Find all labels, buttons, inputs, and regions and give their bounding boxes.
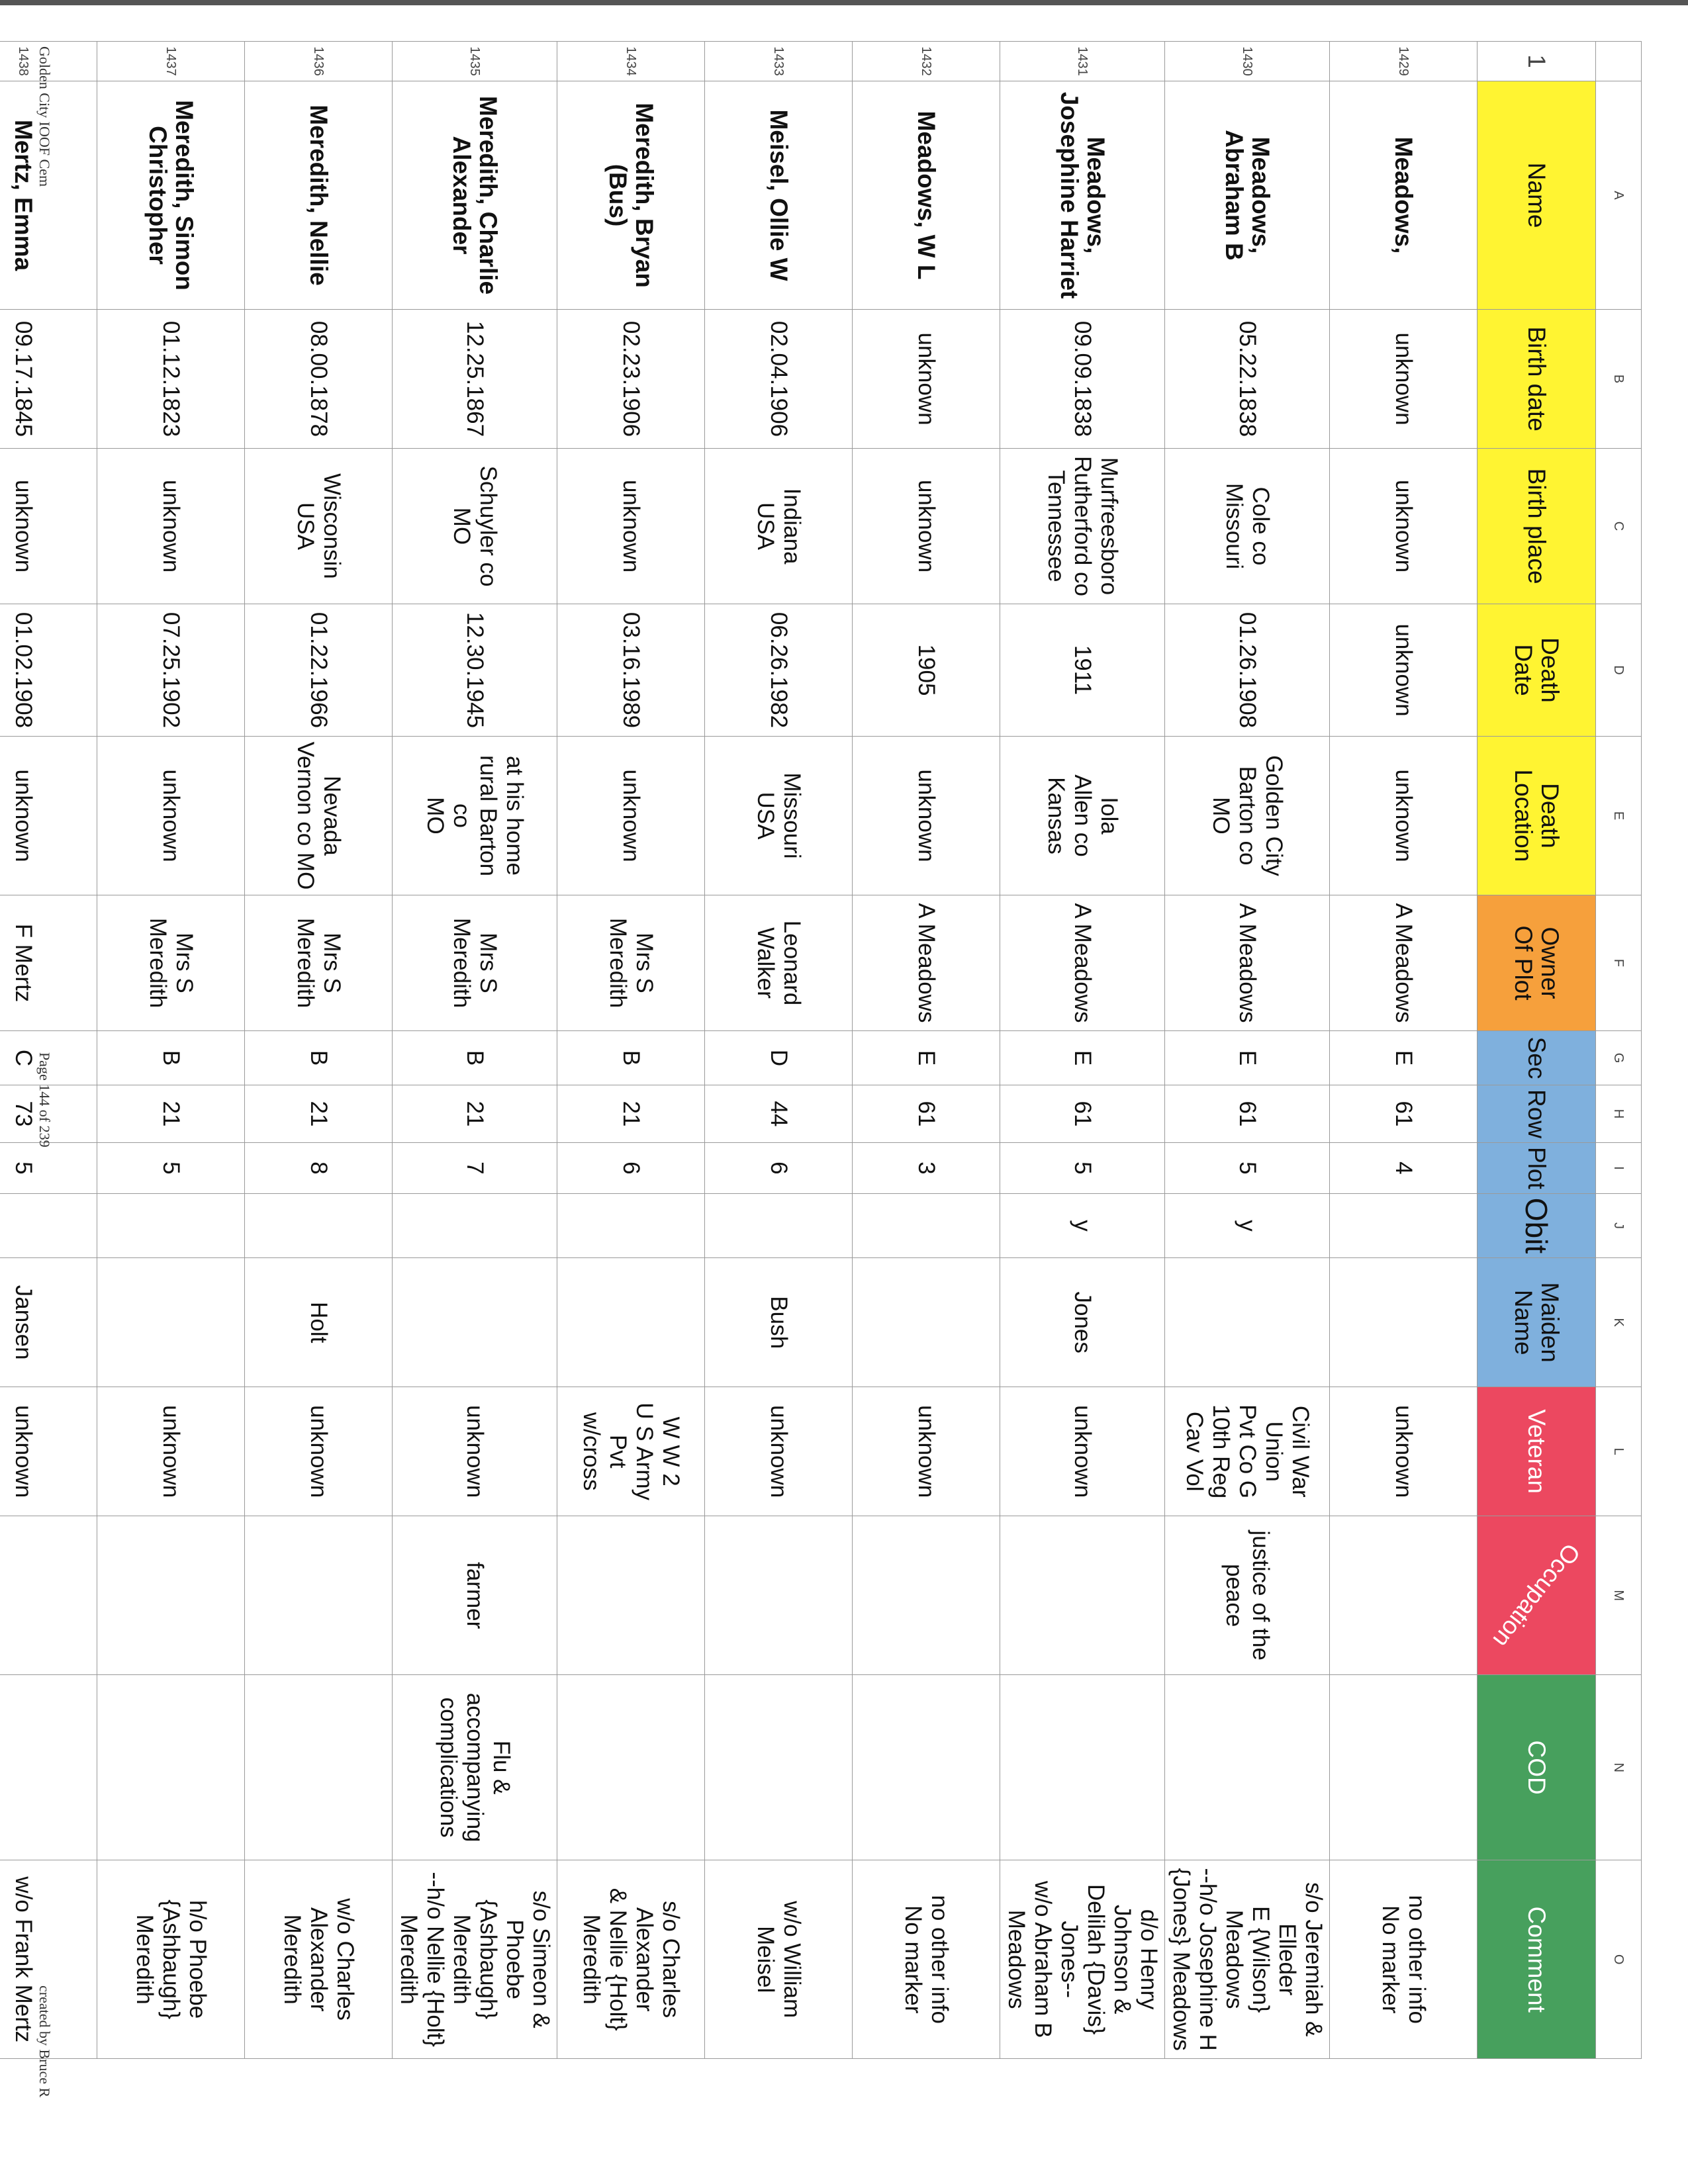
cell-birth-date: 08.00.1878	[245, 310, 393, 449]
cell-plot: 6	[557, 1143, 705, 1194]
footer-source: Golden City IOOF Cem	[36, 46, 53, 187]
cell-plot: 8	[245, 1143, 393, 1194]
cell-plot: 5	[1000, 1143, 1165, 1194]
cell-maiden-name: Jansen	[0, 1258, 97, 1387]
cell-death-location: unknown	[557, 737, 705, 895]
cell-plot: 6	[705, 1143, 853, 1194]
cell-veteran: unknown	[1000, 1387, 1165, 1516]
cell-maiden-name: Jones	[1000, 1258, 1165, 1387]
cell-owner-of-plot: F Mertz	[0, 895, 97, 1031]
cell-occupation	[1000, 1516, 1165, 1675]
header-cod: COD	[1477, 1675, 1596, 1860]
cell-cod	[1330, 1675, 1477, 1860]
cell-veteran: unknown	[393, 1387, 557, 1516]
cell-owner-of-plot: Mrs S Meredith	[393, 895, 557, 1031]
cell-birth-date: unknown	[1330, 310, 1477, 449]
header-owner-of-plot: Owner Of Plot	[1477, 895, 1596, 1031]
cell-comment: w/o Charles Alexander Meredith	[245, 1860, 393, 2059]
cell-maiden-name	[1165, 1258, 1330, 1387]
table-row	[0, 42, 97, 2059]
cell-sec: E	[1330, 1031, 1477, 1085]
row-number: 1437	[97, 42, 245, 81]
cell-maiden-name	[853, 1258, 1000, 1387]
header-occupation	[1477, 1516, 1596, 1675]
cell-occupation	[1330, 1516, 1477, 1675]
cell-plot: 5	[0, 1143, 97, 1194]
cell-plot: 5	[97, 1143, 245, 1194]
cell-birth-place: Schuyler co MO	[393, 449, 557, 604]
cell-comment: no other info No marker	[853, 1860, 1000, 2059]
cell-name: Mertz, Emma	[0, 81, 97, 310]
cell-owner-of-plot: Leonard Walker	[705, 895, 853, 1031]
cell-death-date: 1911	[1000, 604, 1165, 737]
cell-cod	[853, 1675, 1000, 1860]
row-number: 1436	[245, 42, 393, 81]
cell-obit	[245, 1193, 393, 1257]
footer-credit: created by Bruce R	[36, 1985, 53, 2098]
cell-plot: 5	[1165, 1143, 1330, 1194]
cell-sec: E	[1165, 1031, 1330, 1085]
column-letter: F	[1596, 895, 1642, 1031]
cell-owner-of-plot: A Meadows	[1000, 895, 1165, 1031]
cell-owner-of-plot: Mrs S Meredith	[245, 895, 393, 1031]
cell-obit	[97, 1193, 245, 1257]
cell-occupation	[853, 1516, 1000, 1675]
cell-comment: s/o Charles Alexander & Nellie {Holt} Meredith	[557, 1860, 705, 2059]
cell-birth-place: Wisconsin USA	[245, 449, 393, 604]
cell-obit	[557, 1193, 705, 1257]
header-obit: Obit	[1477, 1193, 1596, 1257]
cell-comment: s/o Simeon & Phoebe {Ashbaugh} Meredith --h/o Nellie {Holt} Meredith	[393, 1860, 557, 2059]
table-row	[97, 42, 245, 2059]
column-letter: C	[1596, 449, 1642, 604]
cell-row: 21	[393, 1085, 557, 1143]
cell-row: 21	[557, 1085, 705, 1143]
cell-sec: E	[1000, 1031, 1165, 1085]
cell-birth-place: Cole co Missouri	[1165, 449, 1330, 604]
cell-obit: y	[1000, 1193, 1165, 1257]
cell-occupation: justice of the peace	[1165, 1516, 1330, 1675]
row-number: 1	[1477, 42, 1596, 81]
cell-cod: Flu & accompanying complications	[393, 1675, 557, 1860]
cell-comment: d/o Henry Johnson & Delilah {Davis} Jones-- w/o Abraham B Meadows	[1000, 1860, 1165, 2059]
cell-row: 61	[853, 1085, 1000, 1143]
header-death-date: Death Date	[1477, 604, 1596, 737]
cell-death-location: unknown	[853, 737, 1000, 895]
cell-name: Meadows, W L	[853, 81, 1000, 310]
row-number: 1433	[705, 42, 853, 81]
cell-name: Meadows, Abraham B	[1165, 81, 1330, 310]
header-row: Row	[1477, 1085, 1596, 1143]
cell-veteran: unknown	[705, 1387, 853, 1516]
cell-death-location: unknown	[97, 737, 245, 895]
row-number: 1434	[557, 42, 705, 81]
header-comment: Comment	[1477, 1860, 1596, 2059]
table-row	[245, 42, 393, 2059]
cell-death-location: unknown	[0, 737, 97, 895]
row-number: 1438	[0, 42, 97, 81]
cell-maiden-name	[97, 1258, 245, 1387]
cell-obit	[393, 1193, 557, 1257]
cell-veteran: unknown	[853, 1387, 1000, 1516]
cell-occupation	[557, 1516, 705, 1675]
cell-cod	[557, 1675, 705, 1860]
table-row	[557, 42, 705, 2059]
table-row	[705, 42, 853, 2059]
table-row	[1165, 42, 1330, 2059]
cell-cod	[0, 1675, 97, 1860]
cell-name: Meisel, Ollie W	[705, 81, 853, 310]
header-sec: Sec	[1477, 1031, 1596, 1085]
cell-maiden-name	[1330, 1258, 1477, 1387]
cell-name: Meredith, Bryan (Bus)	[557, 81, 705, 310]
cell-occupation	[0, 1516, 97, 1675]
cell-death-date: 07.25.1902	[97, 604, 245, 737]
column-letter: I	[1596, 1143, 1642, 1194]
column-letter: B	[1596, 310, 1642, 449]
cell-birth-place: Murfreesboro Rutherford co Tennessee	[1000, 449, 1165, 604]
cell-row: 61	[1165, 1085, 1330, 1143]
cell-occupation: farmer	[393, 1516, 557, 1675]
row-number: 1431	[1000, 42, 1165, 81]
cell-birth-place: unknown	[1330, 449, 1477, 604]
cell-row: 61	[1000, 1085, 1165, 1143]
cell-cod	[1165, 1675, 1330, 1860]
cell-birth-date: 09.17.1845	[0, 310, 97, 449]
cell-occupation	[97, 1516, 245, 1675]
cell-veteran: Civil War Union Pvt Co G 10th Reg Cav Vol	[1165, 1387, 1330, 1516]
cell-plot: 4	[1330, 1143, 1477, 1194]
cell-maiden-name	[393, 1258, 557, 1387]
header-occupation-label: Occupation	[1487, 1538, 1586, 1653]
cell-name: Meadows,	[1330, 81, 1477, 310]
column-letter: A	[1596, 81, 1642, 310]
column-letter: J	[1596, 1193, 1642, 1257]
cell-death-location: Iola Allen co Kansas	[1000, 737, 1165, 895]
header-plot: Plot	[1477, 1143, 1596, 1194]
cell-birth-date: unknown	[853, 310, 1000, 449]
header-birth-date: Birth date	[1477, 310, 1596, 449]
cell-name: Meadows, Josephine Harriet	[1000, 81, 1165, 310]
cell-death-date: 1905	[853, 604, 1000, 737]
cell-death-date: 06.26.1982	[705, 604, 853, 737]
cell-death-location: Nevada Vernon co MO	[245, 737, 393, 895]
cell-birth-date: 12.25.1867	[393, 310, 557, 449]
cell-name: Meredith, Charlie Alexander	[393, 81, 557, 310]
corner-cell	[1596, 42, 1642, 81]
cell-birth-date: 02.04.1906	[705, 310, 853, 449]
cell-death-location: unknown	[1330, 737, 1477, 895]
cell-obit	[1330, 1193, 1477, 1257]
cell-obit	[853, 1193, 1000, 1257]
row-number: 1430	[1165, 42, 1330, 81]
cell-obit: y	[1165, 1193, 1330, 1257]
cell-comment: w/o William Meisel	[705, 1860, 853, 2059]
column-letter: L	[1596, 1387, 1642, 1516]
cell-veteran: unknown	[0, 1387, 97, 1516]
cell-plot: 3	[853, 1143, 1000, 1194]
cell-cod	[1000, 1675, 1165, 1860]
cell-death-location: at his home rural Barton co MO	[393, 737, 557, 895]
cell-birth-place: unknown	[853, 449, 1000, 604]
cell-sec: B	[245, 1031, 393, 1085]
cell-occupation	[245, 1516, 393, 1675]
cell-birth-date: 05.22.1838	[1165, 310, 1330, 449]
cell-maiden-name	[557, 1258, 705, 1387]
header-death-location: Death Location	[1477, 737, 1596, 895]
header-row	[1477, 42, 1596, 2059]
header-birth-place: Birth place	[1477, 449, 1596, 604]
cell-cod	[97, 1675, 245, 1860]
cell-row: 44	[705, 1085, 853, 1143]
cell-owner-of-plot: A Meadows	[1330, 895, 1477, 1031]
cemetery-records-table	[0, 41, 1642, 2059]
cell-comment: no other info No marker	[1330, 1860, 1477, 2059]
header-veteran: Veteran	[1477, 1387, 1596, 1516]
column-letter: M	[1596, 1516, 1642, 1675]
column-letter: G	[1596, 1031, 1642, 1085]
cell-death-date: 12.30.1945	[393, 604, 557, 737]
cell-comment: s/o Jeremiah & Elleder E {Wilson} Meadows --h/o Josephine H {Jones} Meadows	[1165, 1860, 1330, 2059]
cell-death-date: 01.22.1966	[245, 604, 393, 737]
cell-birth-date: 01.12.1823	[97, 310, 245, 449]
cell-sec: B	[97, 1031, 245, 1085]
cell-comment: h/o Phoebe {Ashbaugh} Meredith	[97, 1860, 245, 2059]
table-row	[393, 42, 557, 2059]
cell-owner-of-plot: A Meadows	[1165, 895, 1330, 1031]
cell-row: 21	[245, 1085, 393, 1143]
cell-name: Meredith, Simon Christopher	[97, 81, 245, 310]
header-maiden-name: Maiden Name	[1477, 1258, 1596, 1387]
table-row	[1330, 42, 1477, 2059]
cell-veteran: unknown	[1330, 1387, 1477, 1516]
cell-cod	[245, 1675, 393, 1860]
cell-birth-place: unknown	[97, 449, 245, 604]
cell-owner-of-plot: Mrs S Meredith	[97, 895, 245, 1031]
cell-death-location: Golden City Barton co MO	[1165, 737, 1330, 895]
cell-row: 21	[97, 1085, 245, 1143]
cell-death-date: 01.02.1908	[0, 604, 97, 737]
cell-obit	[705, 1193, 853, 1257]
cell-row: 61	[1330, 1085, 1477, 1143]
cell-birth-date: 09.09.1838	[1000, 310, 1165, 449]
column-letter: O	[1596, 1860, 1642, 2059]
column-letter: E	[1596, 737, 1642, 895]
column-letter: N	[1596, 1675, 1642, 1860]
cell-cod	[705, 1675, 853, 1860]
cell-obit	[0, 1193, 97, 1257]
cell-plot: 7	[393, 1143, 557, 1194]
cell-death-date: 01.26.1908	[1165, 604, 1330, 737]
cell-sec: B	[393, 1031, 557, 1085]
cell-row: 73	[0, 1085, 97, 1143]
cell-veteran: unknown	[245, 1387, 393, 1516]
cell-birth-place: unknown	[557, 449, 705, 604]
cell-birth-date: 02.23.1906	[557, 310, 705, 449]
row-number: 1429	[1330, 42, 1477, 81]
cell-death-date: unknown	[1330, 604, 1477, 737]
row-number: 1432	[853, 42, 1000, 81]
header-name: Name	[1477, 81, 1596, 310]
cell-birth-place: unknown	[0, 449, 97, 604]
cell-sec: B	[557, 1031, 705, 1085]
cell-sec: E	[853, 1031, 1000, 1085]
cell-death-date: 03.16.1989	[557, 604, 705, 737]
column-letter: K	[1596, 1258, 1642, 1387]
column-letter: H	[1596, 1085, 1642, 1143]
cell-maiden-name: Bush	[705, 1258, 853, 1387]
cell-maiden-name: Holt	[245, 1258, 393, 1387]
table-row	[1000, 42, 1165, 2059]
cell-name: Meredith, Nellie	[245, 81, 393, 310]
column-letters-row	[1596, 42, 1642, 2059]
row-number: 1435	[393, 42, 557, 81]
cell-sec: D	[705, 1031, 853, 1085]
cell-birth-place: Indiana USA	[705, 449, 853, 604]
cell-veteran: W W 2 U S Army Pvt w/cross	[557, 1387, 705, 1516]
cell-comment: w/o Frank Mertz	[0, 1860, 97, 2059]
cell-veteran: unknown	[97, 1387, 245, 1516]
cell-owner-of-plot: Mrs S Meredith	[557, 895, 705, 1031]
table-row	[853, 42, 1000, 2059]
column-letter: D	[1596, 604, 1642, 737]
cell-owner-of-plot: A Meadows	[853, 895, 1000, 1031]
footer-page-number: Page 144 of 239	[36, 1052, 53, 1148]
cell-death-location: Missouri USA	[705, 737, 853, 895]
cell-occupation	[705, 1516, 853, 1675]
cell-sec: C	[0, 1031, 97, 1085]
